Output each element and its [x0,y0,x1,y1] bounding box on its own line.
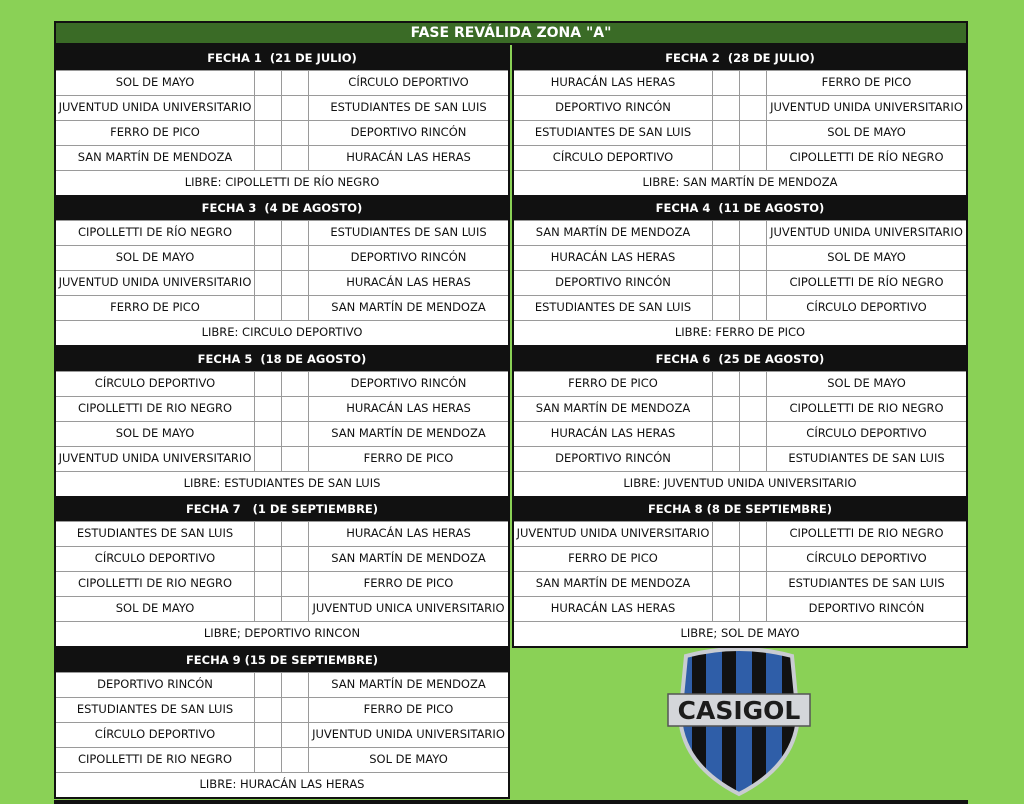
home-score-cell [713,422,740,446]
home-score-cell [255,673,282,697]
away-score-cell [740,221,767,245]
home-score-cell [713,397,740,421]
libre-team: LIBRE: SAN MARTÍN DE MENDOZA [514,170,966,195]
libre-team: LIBRE; SOL DE MAYO [514,621,966,646]
away-team: JUVENTUD UNIDA UNIVERSITARIO [770,100,963,114]
fecha-header: FECHA 2 (28 DE JULIO) [514,47,966,70]
away-score-cell [740,246,767,270]
away-score-cell [282,748,309,772]
home-team: JUVENTUD UNIDA UNIVERSITARIO [56,271,255,295]
away-score-cell [740,597,767,621]
home-score-cell [713,146,740,170]
away-score-cell [282,723,309,747]
match-row [56,747,508,772]
home-score-cell [713,221,740,245]
home-team: SOL DE MAYO [56,422,255,446]
away-score-cell [740,271,767,295]
away-team: FERRO DE PICO [363,451,454,465]
home-score-cell [255,547,282,571]
home-score-cell [713,71,740,95]
match-row [56,546,508,571]
away-team: DEPORTIVO RINCÓN [350,125,467,139]
fecha-6-block [512,346,968,498]
away-score-cell [282,121,309,145]
home-team: JUVENTUD UNIDA UNIVERSITARIO [56,96,255,120]
match-row [56,571,508,596]
away-team: SOL DE MAYO [369,752,448,766]
match-row [56,421,508,446]
home-score-cell [255,271,282,295]
away-score-cell [740,372,767,396]
away-score-cell [282,547,309,571]
home-score-cell [255,748,282,772]
home-score-cell [255,422,282,446]
match-row [514,521,966,546]
away-team: CÍRCULO DEPORTIVO [806,426,927,440]
away-team: SAN MARTÍN DE MENDOZA [331,426,486,440]
away-team: FERRO DE PICO [821,75,912,89]
home-team: SAN MARTÍN DE MENDOZA [514,397,713,421]
fecha-header: FECHA 3 (4 DE AGOSTO) [56,197,508,220]
match-row [514,546,966,571]
fecha-2-block [512,45,968,197]
away-team: SOL DE MAYO [827,376,906,390]
home-score-cell [713,246,740,270]
fecha-4-block [512,195,968,347]
away-team: JUVENTUD UNIDA UNIVERSITARIO [770,225,963,239]
away-team: CIPOLLETTI DE RIO NEGRO [789,401,944,415]
away-team: FERRO DE PICO [363,576,454,590]
home-team: DEPORTIVO RINCÓN [56,673,255,697]
home-score-cell [713,296,740,320]
match-row [56,396,508,421]
home-team: DEPORTIVO RINCÓN [514,96,713,120]
away-team: HURACÁN LAS HERAS [346,150,471,164]
match-row [56,120,508,145]
home-score-cell [255,698,282,722]
home-team: FERRO DE PICO [56,121,255,145]
home-team: FERRO DE PICO [514,372,713,396]
match-row [56,145,508,170]
match-row [56,371,508,396]
away-score-cell [282,397,309,421]
away-team: SOL DE MAYO [827,125,906,139]
casigol-logo-icon [666,648,812,798]
home-team: SOL DE MAYO [56,71,255,95]
home-team: FERRO DE PICO [514,547,713,571]
home-score-cell [713,447,740,471]
match-row [514,70,966,95]
home-score-cell [255,246,282,270]
fecha-header: FECHA 1 (21 DE JULIO) [56,47,508,70]
bottom-border [54,800,968,804]
away-team: DEPORTIVO RINCÓN [350,376,467,390]
home-score-cell [255,96,282,120]
match-row [514,571,966,596]
away-team: ESTUDIANTES DE SAN LUIS [330,100,487,114]
home-score-cell [255,597,282,621]
home-team: CÍRCULO DEPORTIVO [56,547,255,571]
fecha-8-block [512,496,968,648]
home-team: SOL DE MAYO [56,597,255,621]
home-score-cell [255,372,282,396]
home-team: CIPOLLETTI DE RÍO NEGRO [56,221,255,245]
away-score-cell [282,422,309,446]
fecha-1-block [54,45,510,197]
home-team: CIPOLLETTI DE RIO NEGRO [56,397,255,421]
home-score-cell [255,71,282,95]
fecha-header: FECHA 4 (11 DE AGOSTO) [514,197,966,220]
match-row [56,220,508,245]
away-team: FERRO DE PICO [363,702,454,716]
home-team: JUVENTUD UNIDA UNIVERSITARIO [56,447,255,471]
away-score-cell [282,246,309,270]
home-team: ESTUDIANTES DE SAN LUIS [514,296,713,320]
match-row [56,70,508,95]
match-row [56,245,508,270]
away-team: CÍRCULO DEPORTIVO [806,551,927,565]
away-team: JUVENTUD UNIDA UNIVERSITARIO [312,727,505,741]
home-team: DEPORTIVO RINCÓN [514,447,713,471]
away-score-cell [282,673,309,697]
away-score-cell [282,296,309,320]
home-team: SAN MARTÍN DE MENDOZA [514,221,713,245]
away-team: HURACÁN LAS HERAS [346,526,471,540]
home-score-cell [713,572,740,596]
away-score-cell [740,71,767,95]
match-row [514,371,966,396]
home-score-cell [255,146,282,170]
away-score-cell [282,597,309,621]
away-score-cell [282,221,309,245]
match-row [514,95,966,120]
match-row [514,421,966,446]
fecha-header: FECHA 6 (25 DE AGOSTO) [514,348,966,371]
libre-team: LIBRE: ESTUDIANTES DE SAN LUIS [56,471,508,496]
away-team: CÍRCULO DEPORTIVO [348,75,469,89]
home-score-cell [713,522,740,546]
libre-team: LIBRE; DEPORTIVO RINCON [56,621,508,646]
match-row [514,446,966,471]
away-score-cell [282,372,309,396]
match-row [56,270,508,295]
fecha-header: FECHA 7 (1 DE SEPTIEMBRE) [56,498,508,521]
away-score-cell [740,96,767,120]
fecha-5-block [54,346,510,498]
home-team: CIPOLLETTI DE RIO NEGRO [56,748,255,772]
home-team: SAN MARTÍN DE MENDOZA [56,146,255,170]
away-score-cell [740,296,767,320]
home-team: ESTUDIANTES DE SAN LUIS [56,698,255,722]
home-score-cell [255,522,282,546]
match-row [514,245,966,270]
away-score-cell [740,146,767,170]
match-row [514,145,966,170]
home-team: CIPOLLETTI DE RIO NEGRO [56,572,255,596]
home-team: CÍRCULO DEPORTIVO [514,146,713,170]
away-score-cell [740,121,767,145]
logo-text: CASIGOL [677,696,801,725]
match-row [56,95,508,120]
libre-team: LIBRE: HURACÁN LAS HERAS [56,772,508,797]
away-score-cell [282,572,309,596]
libre-team: LIBRE: CIRCULO DEPORTIVO [56,320,508,345]
home-team: ESTUDIANTES DE SAN LUIS [514,121,713,145]
away-score-cell [282,522,309,546]
away-team: CÍRCULO DEPORTIVO [806,300,927,314]
match-row [56,521,508,546]
fecha-3-block [54,195,510,347]
away-team: SAN MARTÍN DE MENDOZA [331,551,486,565]
away-team: SAN MARTÍN DE MENDOZA [331,300,486,314]
away-team: SOL DE MAYO [827,250,906,264]
home-team: JUVENTUD UNIDA UNIVERSITARIO [514,522,713,546]
home-score-cell [255,397,282,421]
home-score-cell [713,372,740,396]
away-team: DEPORTIVO RINCÓN [808,601,925,615]
match-row [514,270,966,295]
match-row [56,295,508,320]
home-team: HURACÁN LAS HERAS [514,246,713,270]
match-row [514,120,966,145]
away-score-cell [740,397,767,421]
home-score-cell [255,572,282,596]
away-score-cell [282,447,309,471]
home-score-cell [255,221,282,245]
home-team: CÍRCULO DEPORTIVO [56,372,255,396]
away-score-cell [282,71,309,95]
away-team: CIPOLLETTI DE RÍO NEGRO [789,150,944,164]
away-score-cell [282,146,309,170]
match-row [514,220,966,245]
home-score-cell [713,547,740,571]
away-score-cell [740,447,767,471]
home-team: SAN MARTÍN DE MENDOZA [514,572,713,596]
away-team: DEPORTIVO RINCÓN [350,250,467,264]
home-score-cell [255,723,282,747]
home-team: HURACÁN LAS HERAS [514,597,713,621]
fecha-7-block [54,496,510,648]
home-team: HURACÁN LAS HERAS [514,71,713,95]
fecha-header: FECHA 5 (18 DE AGOSTO) [56,348,508,371]
away-score-cell [740,547,767,571]
away-team: ESTUDIANTES DE SAN LUIS [330,225,487,239]
away-team: ESTUDIANTES DE SAN LUIS [788,451,945,465]
away-score-cell [282,271,309,295]
match-row [56,596,508,621]
away-score-cell [740,422,767,446]
home-team: CÍRCULO DEPORTIVO [56,723,255,747]
libre-team: LIBRE: JUVENTUD UNIDA UNIVERSITARIO [514,471,966,496]
libre-team: LIBRE: FERRO DE PICO [514,320,966,345]
home-team: DEPORTIVO RINCÓN [514,271,713,295]
home-score-cell [713,121,740,145]
home-score-cell [713,271,740,295]
match-row [514,295,966,320]
home-score-cell [713,597,740,621]
match-row [56,672,508,697]
home-team: SOL DE MAYO [56,246,255,270]
home-team: HURACÁN LAS HERAS [514,422,713,446]
fecha-header: FECHA 9 (15 DE SEPTIEMBRE) [56,649,508,672]
home-team: FERRO DE PICO [56,296,255,320]
away-team: HURACÁN LAS HERAS [346,275,471,289]
home-score-cell [255,121,282,145]
home-score-cell [713,96,740,120]
away-team: HURACÁN LAS HERAS [346,401,471,415]
away-team: CIPOLLETTI DE RÍO NEGRO [789,275,944,289]
away-team: SAN MARTÍN DE MENDOZA [331,677,486,691]
away-score-cell [282,96,309,120]
away-score-cell [282,698,309,722]
fecha-header: FECHA 8 (8 DE SEPTIEMBRE) [514,498,966,521]
away-team: CIPOLLETTI DE RIO NEGRO [789,526,944,540]
away-team: JUVENTUD UNICA UNIVERSITARIO [312,601,505,615]
libre-team: LIBRE: CIPOLLETTI DE RÍO NEGRO [56,170,508,195]
away-score-cell [740,522,767,546]
match-row [56,697,508,722]
away-score-cell [740,572,767,596]
match-row [56,722,508,747]
match-row [514,396,966,421]
home-score-cell [255,296,282,320]
page-title: FASE REVÁLIDA ZONA "A" [54,21,968,45]
home-team: ESTUDIANTES DE SAN LUIS [56,522,255,546]
match-row [56,446,508,471]
home-score-cell [255,447,282,471]
away-team: ESTUDIANTES DE SAN LUIS [788,576,945,590]
match-row [514,596,966,621]
fecha-9-block [54,647,510,799]
